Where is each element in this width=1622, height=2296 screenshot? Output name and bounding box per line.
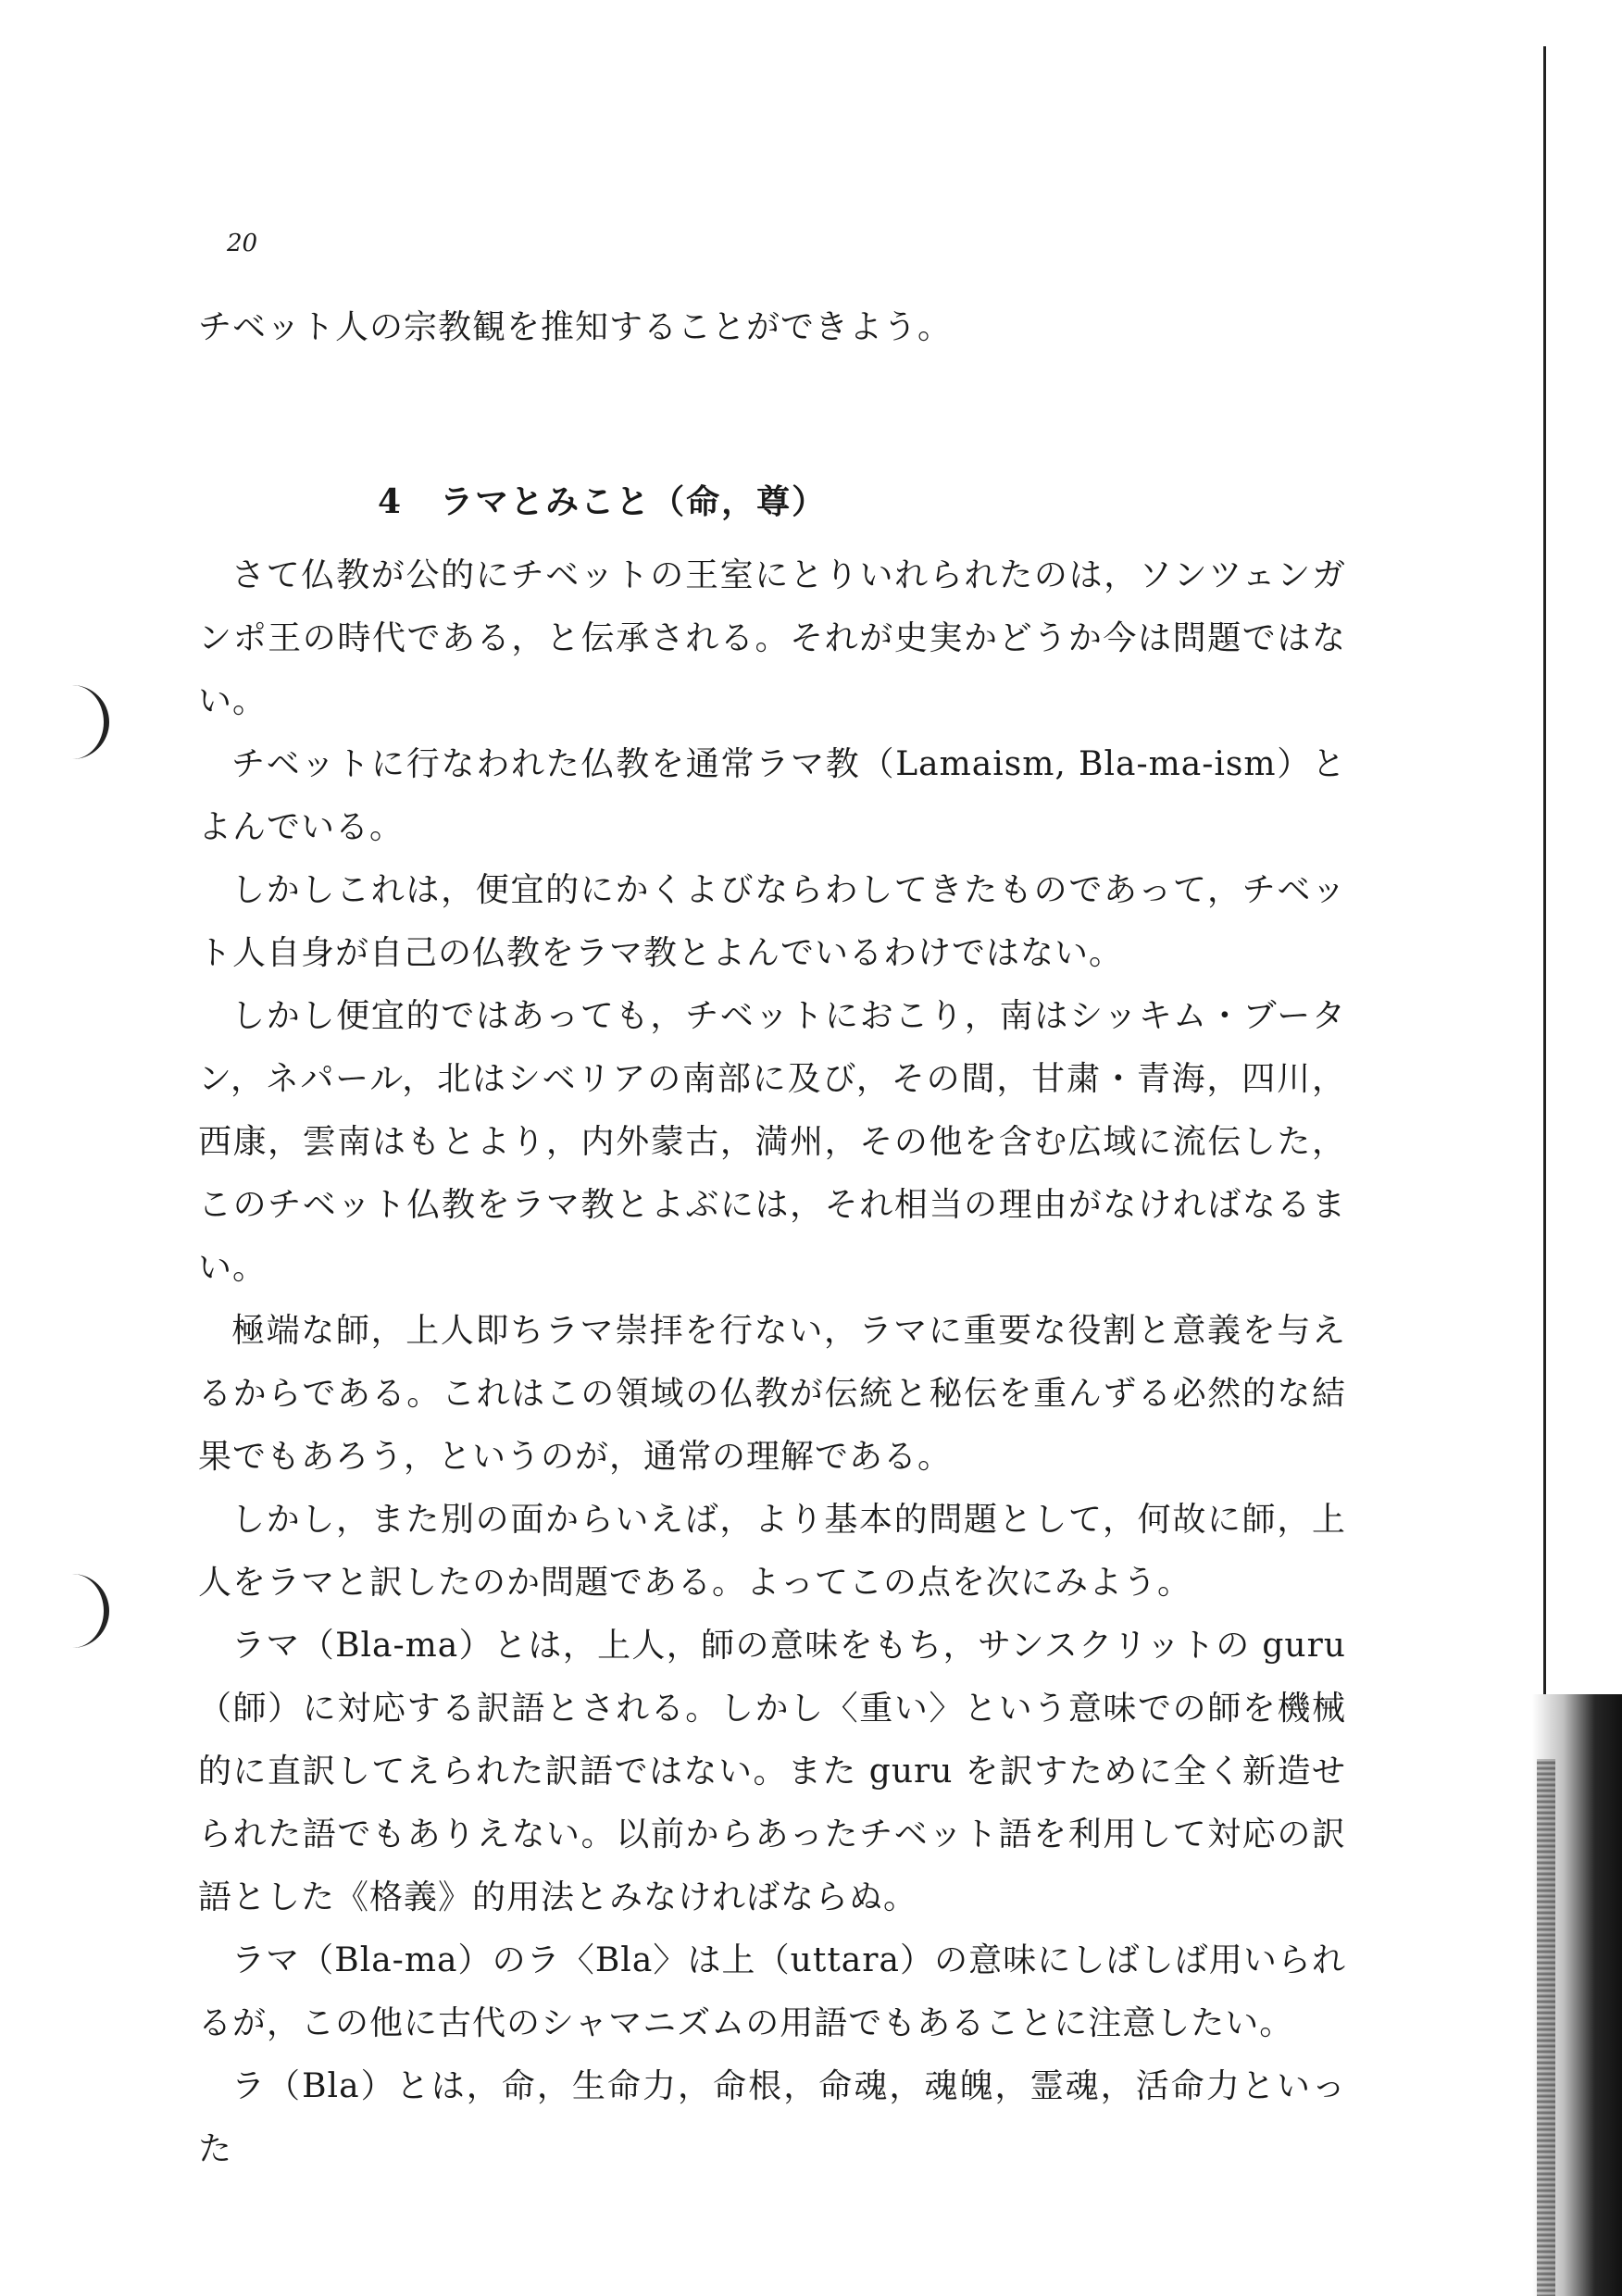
- paragraph-8: ラマ（Bla-ma）のラ〈Bla〉は上（uttara）の意味にしばしば用いられるが，この他に古代のシャマニズムの用語でもあることに注意したい。: [198, 1941, 1346, 2042]
- paragraph-9: ラ（Bla）とは，命，生命力，命根，命魂，魂魄，霊魂，活命力といった: [198, 2067, 1346, 2168]
- section-number: 4: [378, 482, 404, 521]
- body-text: [198, 296, 1346, 2181]
- paragraph-4: しかし便宜的ではあっても，チベットにおこり，南はシッキム・ブータン，ネパール，北はシベリアの南部に及び，その間，甘粛・青海，四川，西康，雲南はもとより，内外蒙古，満州，その他を含む広域に流伝した，このチベット仏教をラマ教とよぶには，それ相当の理由がなければなるまい。: [198, 997, 1346, 1287]
- paragraph-5: 極端な師，上人即ちラマ崇拝を行ない，ラマに重要な役割と意義を与えるからである。これはこの領域の仏教が伝統と秘伝を重んずる必然的な結果でもあろう，というのが，通常の理解である。: [198, 1312, 1346, 1476]
- paragraph-0: チベット人の宗教観を推知することができよう。: [198, 308, 953, 346]
- paragraph-6: しかし，また別の面からいえば，より基本的問題として，何故に師，上人をラマと訳したのか問題である。よってこの点を次にみよう。: [198, 1501, 1346, 1602]
- binding-shadow-texture: [1537, 1759, 1555, 2296]
- page-edge-line: [1543, 46, 1546, 1694]
- page-number: 20: [227, 230, 258, 257]
- paragraph-3: しかしこれは，便宜的にかくよびならわしてきたものであって，チベット人自身が自己の仏教をラマ教とよんでいるわけではない。: [198, 871, 1346, 972]
- section-heading: [198, 470, 1346, 533]
- paragraph-7: ラマ（Bla-ma）とは，上人，師の意味をもち，サンスクリットの guru（師）に対応する訳語とされる。しかし〈重い〉という意味での師を機械的に直訳してえられた訳語ではない。また guru を訳すために全く新造せられた語でもありえない。以前からあったチベット語を利用して対応の訳語とした《格義》的用法とみなければならぬ。: [198, 1627, 1346, 1916]
- margin-bracket-mark: [72, 1574, 109, 1648]
- paragraph-2: チベットに行なわれた仏教を通常ラマ教（Lamaism, Bla-ma-ism）とよんでいる。: [198, 745, 1346, 846]
- paragraph-1: さて仏教が公的にチベットの王室にとりいれられたのは，ソンツェンガンポ王の時代である，と伝承される。それが史実かどうか今は問題ではない。: [198, 556, 1346, 720]
- margin-bracket-mark: [72, 685, 109, 759]
- section-title: ラマとみこと（命，尊）: [440, 482, 828, 521]
